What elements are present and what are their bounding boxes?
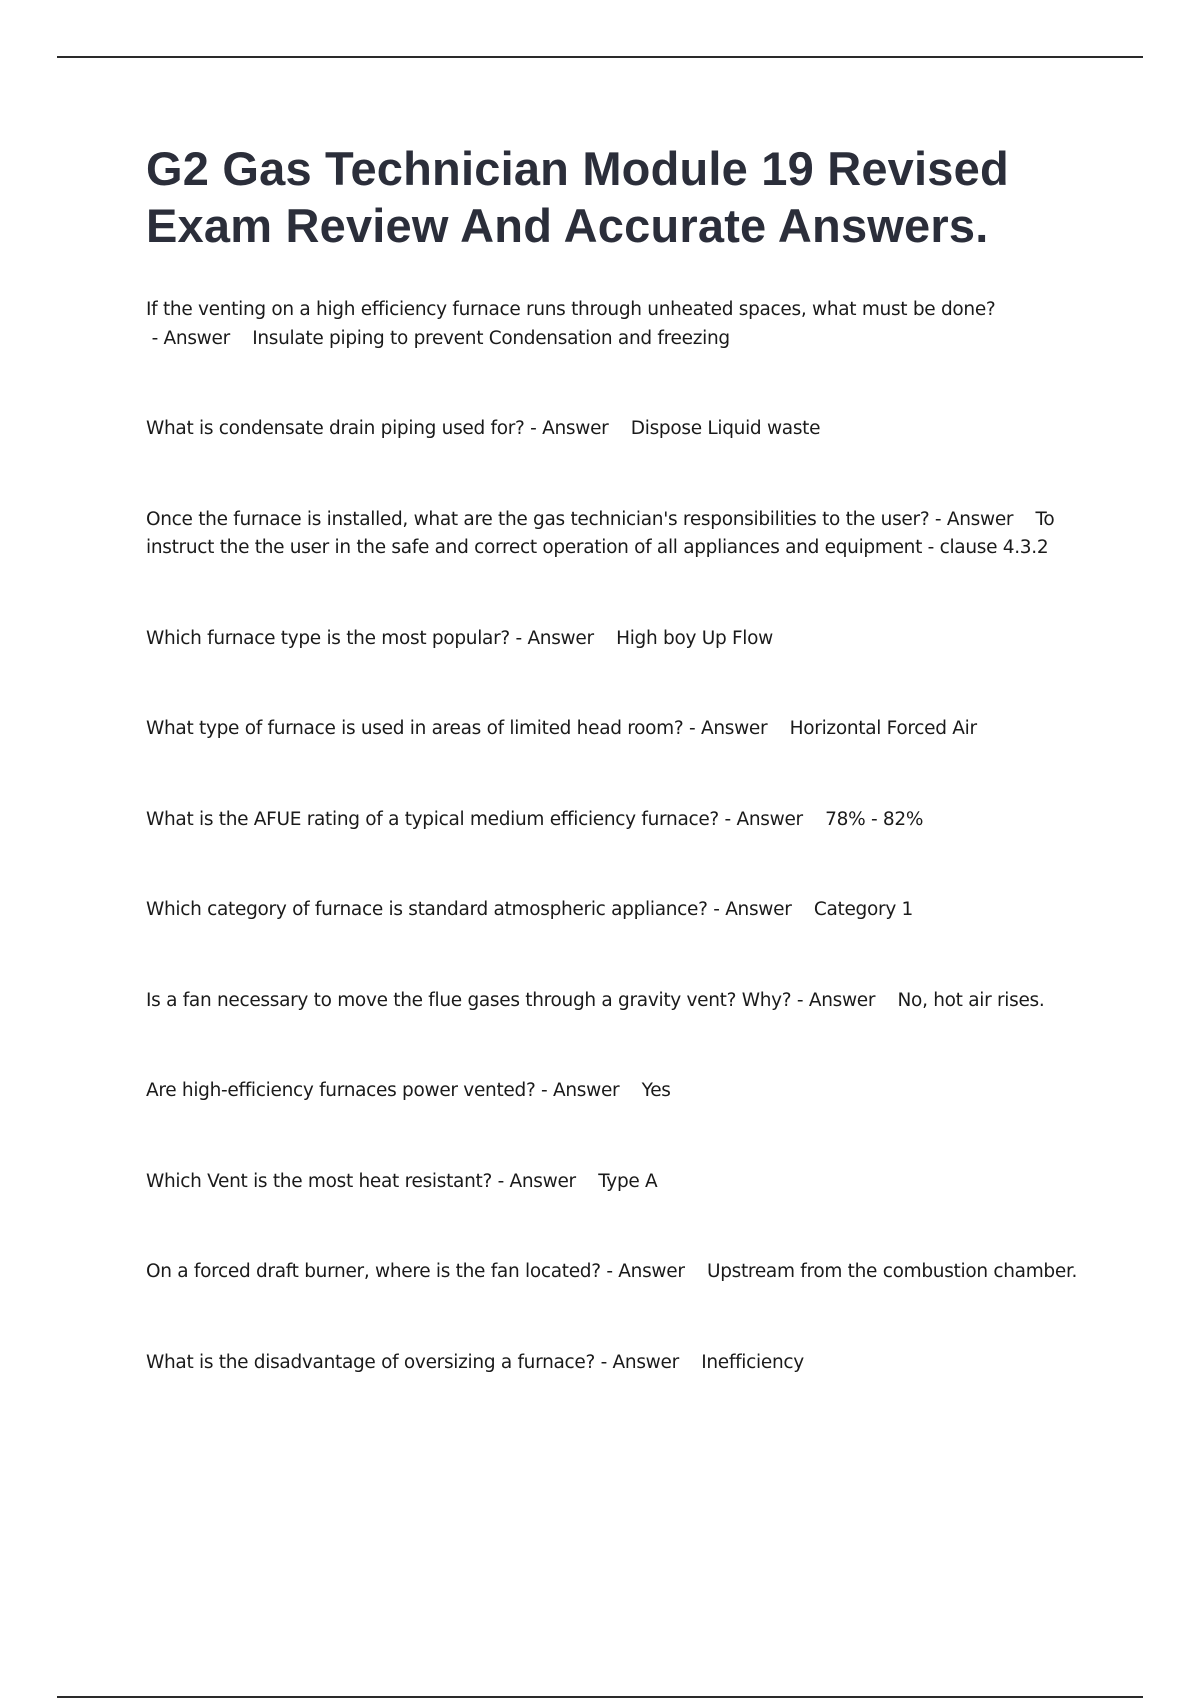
qa-item [146, 1349, 1090, 1378]
answer-text: Type A [598, 1170, 658, 1192]
question-text: If the venting on a high efficiency furnace runs through unheated spaces, what must be done? [146, 299, 996, 320]
answer-separator: - Answer [600, 1261, 707, 1282]
question-text: Is a fan necessary to move the flue gases through a gravity vent? Why? [146, 989, 792, 1011]
answer-text: To instruct the the user in the safe and correct operation of all appliances and equipment - clause 4.3.2 [146, 508, 1055, 558]
qa-item [146, 625, 1090, 654]
answer-text: Yes [641, 1080, 671, 1101]
question-text: Which furnace type is the most popular? [146, 627, 510, 649]
question-text: Are high-efficiency furnaces power vented? [146, 1080, 536, 1101]
answer-text: Category 1 [813, 899, 914, 920]
answer-text: 78% - 82% [825, 808, 924, 830]
question-text: Which category of furnace is standard atmospheric appliance? [146, 899, 708, 920]
answer-text: High boy Up Flow [616, 627, 773, 649]
page-title: G2 Gas Technician Module 19 Revised Exam Review And Accurate Answers. [146, 142, 1009, 252]
answer-separator: - Answer [718, 808, 826, 830]
answer-separator: - Answer [683, 718, 790, 739]
answer-text: Dispose Liquid waste [630, 418, 821, 439]
qa-item [146, 296, 1090, 353]
answer-separator: - Answer [707, 899, 814, 920]
qa-item [146, 506, 1090, 563]
answer-separator: - Answer [535, 1080, 642, 1101]
question-text: What is the AFUE rating of a typical medium efficiency furnace? [146, 808, 719, 830]
qa-item [146, 1077, 1090, 1106]
qa-item [146, 415, 1090, 444]
answer-separator: - Answer [595, 1351, 702, 1373]
answer-separator: - Answer [929, 508, 1036, 530]
question-text: Which Vent is the most heat resistant? [146, 1170, 492, 1192]
qa-item [146, 1258, 1090, 1287]
answer-text: Inefficiency [701, 1351, 804, 1373]
bottom-divider [57, 1696, 1143, 1698]
document-body [146, 140, 1090, 1439]
qa-item [146, 896, 1090, 925]
answer-text: Horizontal Forced Air [789, 718, 977, 739]
answer-text: Upstream from the combustion chamber. [706, 1261, 1078, 1282]
qa-item [146, 806, 1090, 835]
question-text: On a forced draft burner, where is the fan located? [146, 1261, 601, 1282]
answer-text: No, hot air rises. [897, 989, 1045, 1011]
question-text: What is condensate drain piping used for? [146, 418, 525, 439]
answer-text: Insulate piping to prevent Condensation and freezing [252, 327, 730, 349]
answer-separator: - Answer [509, 627, 617, 649]
qa-item [146, 1168, 1090, 1197]
qa-list [146, 296, 1090, 1377]
answer-separator: - Answer [791, 989, 898, 1011]
answer-separator: - Answer [491, 1170, 599, 1192]
answer-separator: - Answer [146, 327, 253, 349]
qa-item [146, 715, 1090, 744]
question-text: What is the disadvantage of oversizing a furnace? [146, 1351, 596, 1373]
top-divider [57, 56, 1143, 58]
qa-item [146, 987, 1090, 1016]
answer-separator: - Answer [524, 418, 631, 439]
question-text: Once the furnace is installed, what are the gas technician's responsibilities to the user? [146, 508, 930, 530]
question-text: What type of furnace is used in areas of limited head room? [146, 718, 684, 739]
